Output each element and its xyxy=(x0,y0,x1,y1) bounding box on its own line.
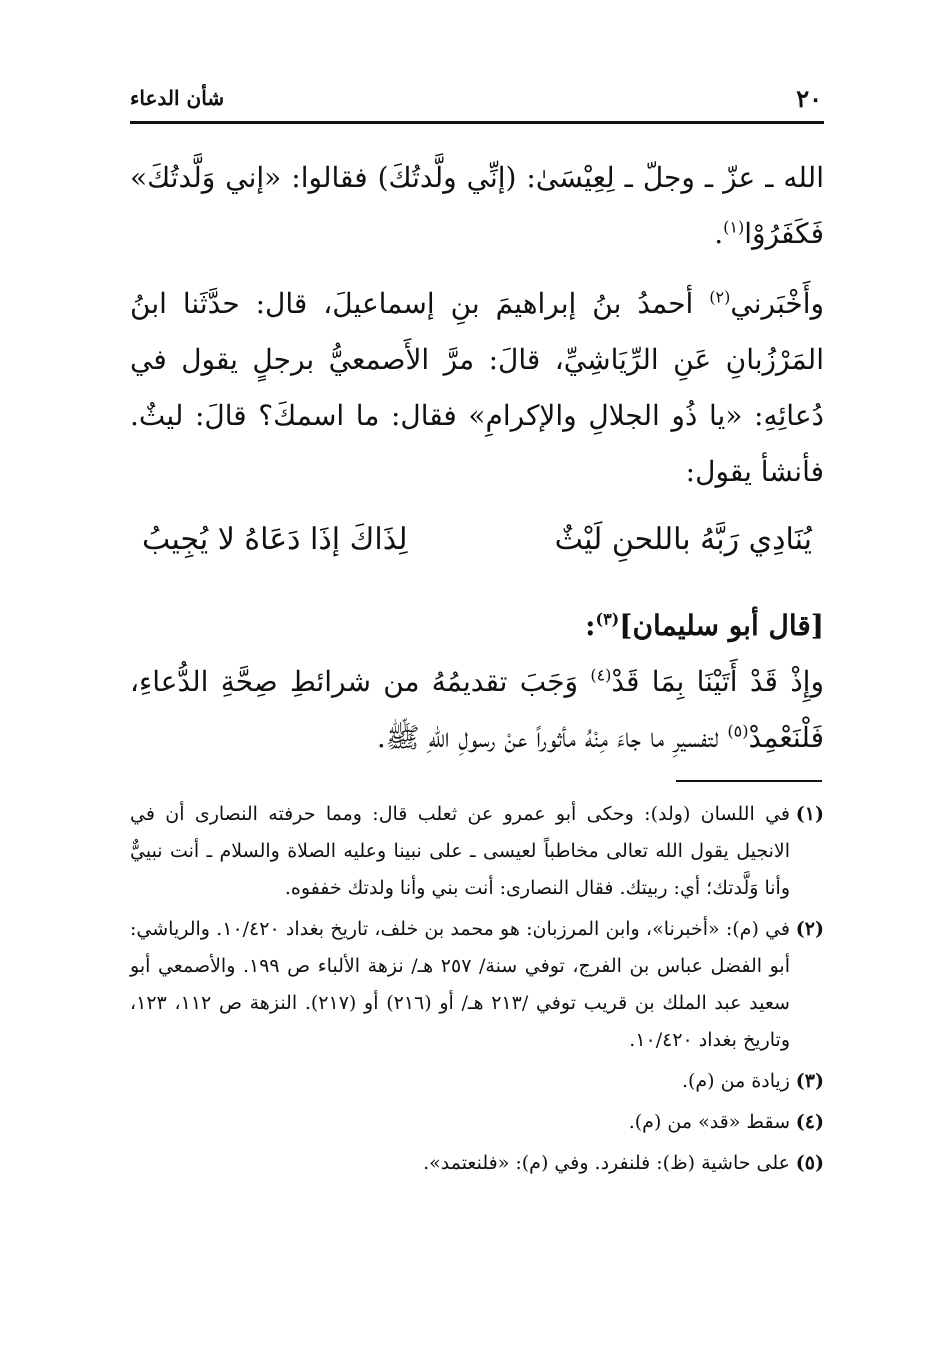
footnote-ref-3: (٣) xyxy=(595,609,620,629)
footnote-text: في (م): «أخبرنا»، وابن المرزبان: هو محمد بن خلف، تاريخ بغداد ١٠/٤٢٠. والرياشي: أبو الفضل عباس بن الفرج، توفي سنة/ ٢٥٧ هـ/ نزهة الألباء ص ١٩٩. والأصمعي أبو سعيد عبد الملك بن قريب توفي /٢١٣ هـ/ أو (٢١٦) أو (٢١٧). النزهة ص ١١٢، ١٢٣، وتاريخ بغداد ١٠/٤٢٠. xyxy=(130,918,791,1051)
section-heading-text: [قال أبو سليمان] xyxy=(619,609,824,642)
paragraph-1 xyxy=(130,150,824,262)
footnote-1 xyxy=(130,796,824,907)
footnote-text: زيادة من (م). xyxy=(681,1070,790,1092)
poetry-verse xyxy=(142,510,812,570)
footnotes xyxy=(130,796,824,1186)
footnote-ref-1: (١) xyxy=(723,217,745,237)
running-title: شأن الدعاء xyxy=(130,86,225,110)
verse-first-hemistich: يُنَادِي رَبَّهُ باللحنِ لَيْثٌ xyxy=(554,522,812,557)
footnote-separator xyxy=(676,780,822,782)
footnote-number: (٥) xyxy=(795,1152,824,1174)
paragraph-1-text: الله ـ عزّ ـ وجلّ ـ لِعِيْسَىٰ: (إنِّي ولَّدتُكَ) فقالوا: «إني وَلَّدتُكَ» فَكَفَرُوْا xyxy=(130,161,824,250)
section-heading-colon: : xyxy=(585,609,596,642)
footnote-number: (٢) xyxy=(795,918,824,940)
footnote-number: (٣) xyxy=(795,1070,824,1092)
footnote-ref-5: (٥) xyxy=(727,721,749,741)
paragraph-3-end: لتفسيرِ ما جاءَ مِنْهُ مأثوراً عنْ رسولِ اللهِ ﷺ. xyxy=(376,721,728,754)
footnote-ref-4: (٤) xyxy=(590,665,612,685)
footnote-number: (٤) xyxy=(795,1111,824,1133)
paragraph-3 xyxy=(130,654,824,766)
section-heading xyxy=(130,598,824,654)
verse-second-hemistich: لِذَاكَ إذَا دَعَاهُ لا يُجِيبُ xyxy=(142,522,408,557)
footnote-2 xyxy=(130,911,824,1059)
paragraph-2-text: أحمدُ بنُ إبراهيمَ بنِ إسماعيلَ، قال: حدَّثَنا ابنُ المَرْزُبانِ عَنِ الرِّيَاشِيِّ، قالَ: مرَّ الأَصمعيُّ برجلٍ يقول في دُعائِهِ: «يا ذُو الجلالِ والإكرامِ» فقال: ما اسمكَ؟ قالَ: ليثٌ. فأنشأ يقول: xyxy=(130,287,824,488)
footnote-4 xyxy=(130,1104,824,1141)
footnote-ref-2: (٢) xyxy=(709,287,731,307)
footnote-text: سقط «قد» من (م). xyxy=(628,1111,790,1133)
main-text xyxy=(130,150,824,766)
paragraph-2-start: وأَخْبَرني xyxy=(730,287,824,320)
paragraph-2 xyxy=(130,276,824,500)
footnote-number: (١) xyxy=(795,803,824,825)
paragraph-3-start: وإِذْ قَدْ أَتَيْنَا بِمَا قَدْ xyxy=(611,665,824,698)
header-rule xyxy=(130,121,824,124)
paragraph-3-middle: وَجَبَ تقديمُهُ من شرائطِ صِحَّةِ الدُّعاءِ، فَلْنَعْمِدْ xyxy=(130,665,824,754)
footnote-text: في اللسان (ولد): وحكى أبو عمرو عن ثعلب قال: ومما حرفته النصارى أن في الانجيل يقول الله تعالى مخاطباً لعيسى ـ على نبينا وعليه الصلاة والسلام ـ أنت نبييٌّ وأنا وَلَّدتك؛ أي: ربيتك. فقال النصارى: أنت بني وأنا ولدتك خففوه. xyxy=(130,803,790,899)
footnote-5 xyxy=(130,1145,824,1182)
footnote-3 xyxy=(130,1063,824,1100)
paragraph-1-end: . xyxy=(714,217,724,250)
footnote-text: على حاشية (ظ): فلنفرد. وفي (م): «فلنعتمد». xyxy=(423,1152,790,1174)
page-header xyxy=(130,84,822,114)
page-number: ٢٠ xyxy=(796,84,822,113)
